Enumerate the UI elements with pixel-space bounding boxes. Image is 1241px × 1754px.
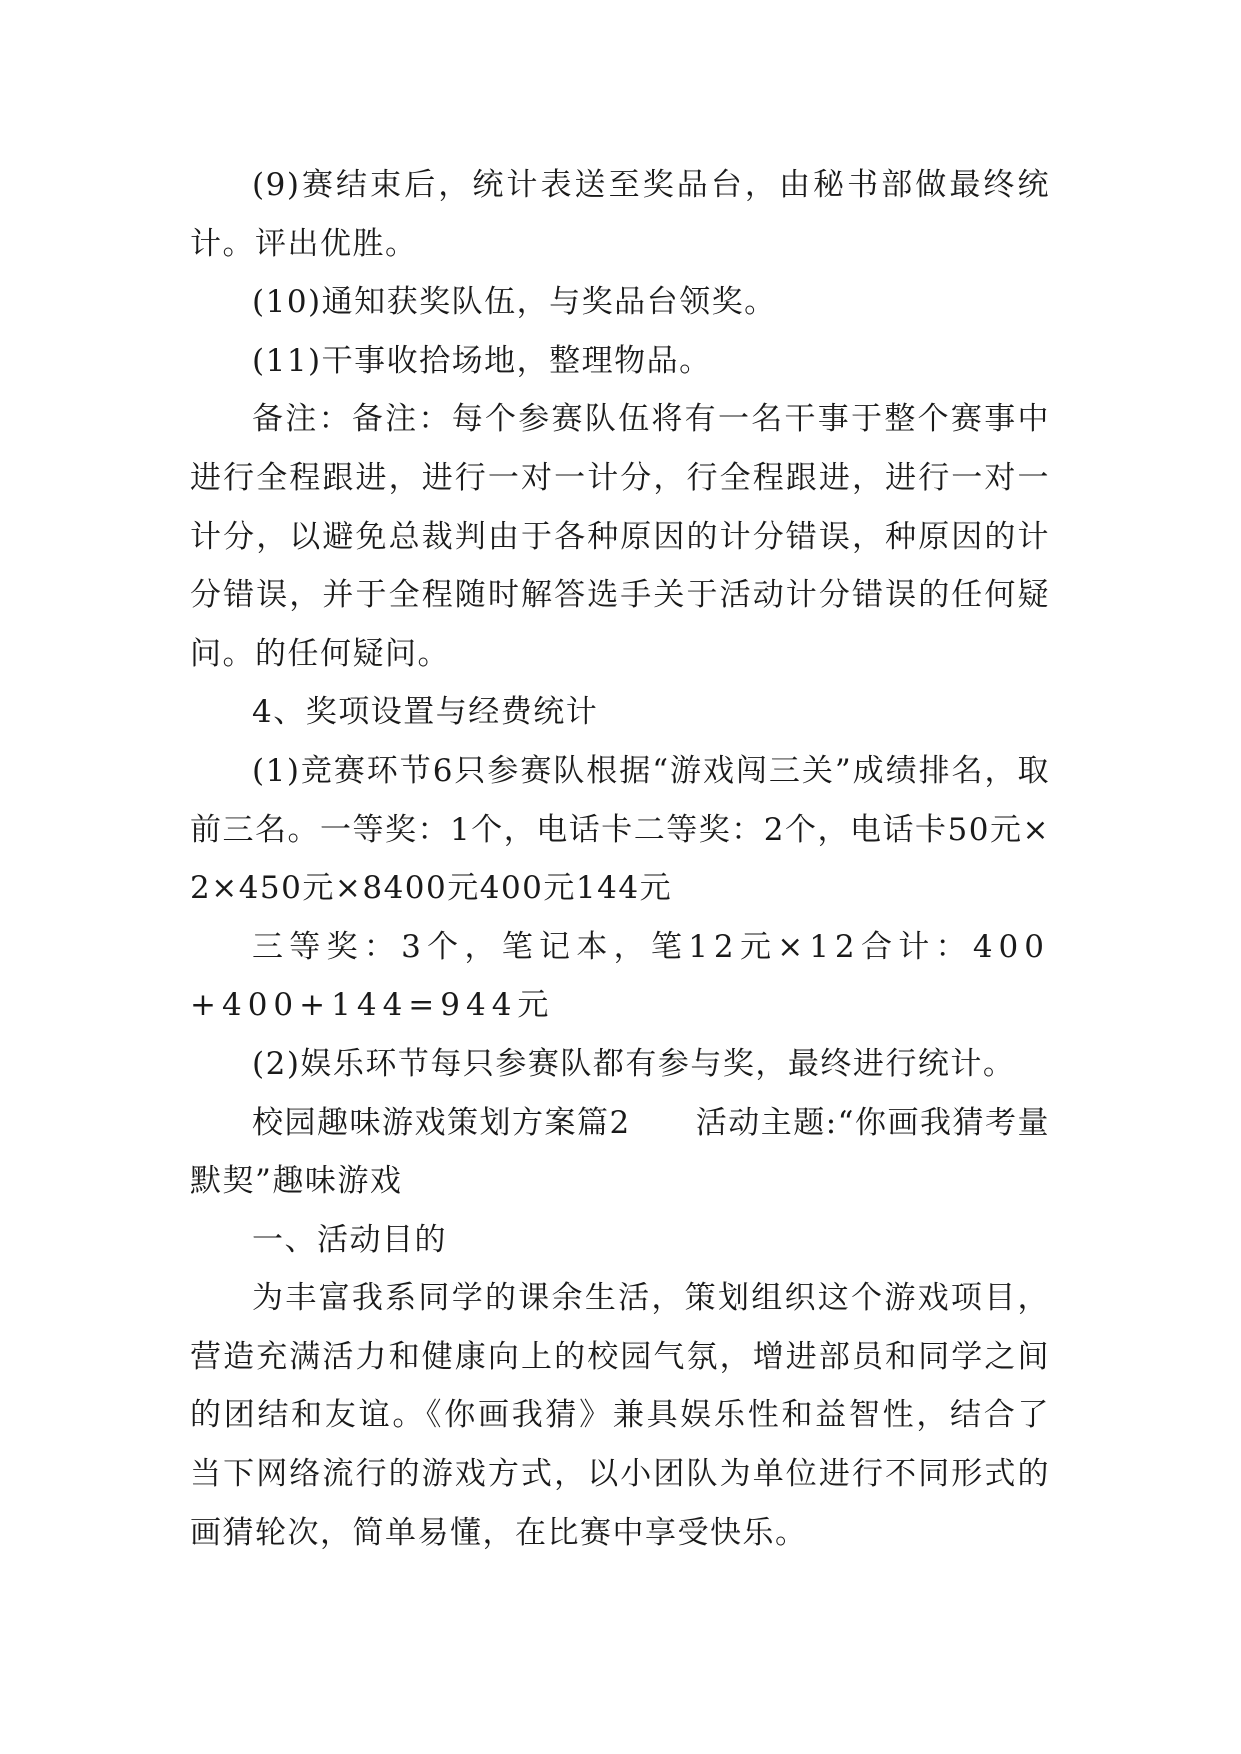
paragraph-entertainment-awards: (2)娱乐环节每只参赛队都有参与奖，最终进行统计。 <box>252 1045 1016 1082</box>
paragraph-step-11: (11)干事收拾场地，整理物品。 <box>252 342 712 379</box>
paragraph-step-9: (9)赛结束后，统计表送至奖品台，由秘书部做最终统计。评出优胜。 <box>190 167 1050 262</box>
paragraph-remarks: 备注：备注：每个参赛队伍将有一名干事于整个赛事中进行全程跟进，进行一对一计分，行全程跟进，进行一对一计分，以避免总裁判由于各种原因的计分错误，种原因的计分错误，并于全程随时解答选手关于活动计分错误的任何疑问。的任何疑问。 <box>190 401 1050 672</box>
section-heading-awards: 4、奖项设置与经费统计 <box>252 694 599 731</box>
paragraph-third-prize: 三等奖：3个，笔记本，笔12元×12合计：400+400+144=944元 <box>190 928 1050 1024</box>
paragraph-competition-awards: (1)竞赛环节6只参赛队根据“游戏闯三关”成绩排名，取前三名。一等奖：1个，电话卡二等奖：2个，电话卡50元×2×450元×8400元400元144元 <box>190 752 1050 907</box>
paragraph-plan-2-title: 校园趣味游戏策划方案篇2 活动主题:“你画我猜考量默契”趣味游戏 <box>190 1104 1051 1200</box>
paragraph-step-10: (10)通知获奖队伍，与奖品台领奖。 <box>252 284 777 321</box>
section-heading-purpose: 一、活动目的 <box>252 1221 447 1258</box>
document-body <box>190 156 1050 1562</box>
paragraph-purpose: 为丰富我系同学的课余生活，策划组织这个游戏项目，营造充满活力和健康向上的校园气氛，增进部员和同学之间的团结和友谊。《你画我猜》兼具娱乐性和益智性，结合了当下网络流行的游戏方式，以小团队为单位进行不同形式的画猜轮次，简单易懂，在比赛中享受快乐。 <box>190 1280 1050 1551</box>
